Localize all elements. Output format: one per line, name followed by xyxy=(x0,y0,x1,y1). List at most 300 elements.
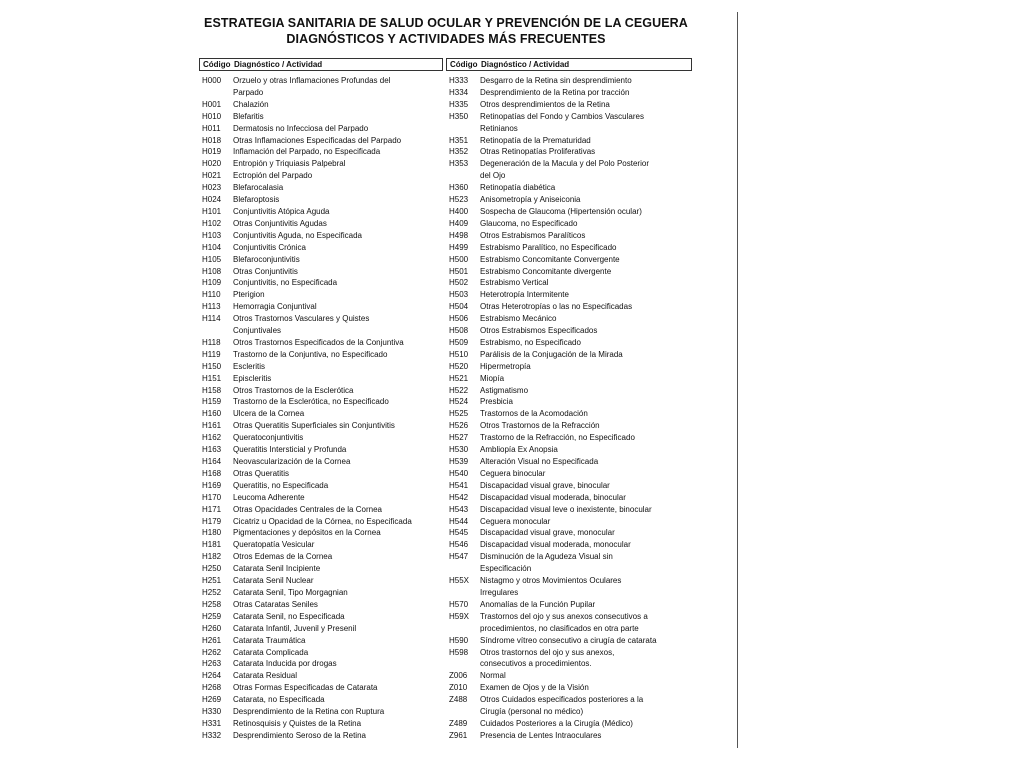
row-code: H251 xyxy=(202,576,222,586)
row-description: Blefaroptosis xyxy=(233,195,280,205)
row-code: H540 xyxy=(449,468,469,478)
row-description: Catarata Senil, no Especificada xyxy=(233,611,345,621)
table-row xyxy=(446,408,692,420)
table-row xyxy=(446,218,692,230)
row-code: H598 xyxy=(449,647,469,657)
row-description: Estrabismo Concomitante Convergente xyxy=(480,254,620,264)
row-description: Queratitis, no Especificada xyxy=(233,480,329,490)
row-code: H118 xyxy=(202,337,221,347)
row-code: H330 xyxy=(202,707,222,717)
row-code: H350 xyxy=(449,111,469,121)
table-row xyxy=(199,289,443,301)
table-row xyxy=(199,337,443,349)
row-code: H542 xyxy=(449,492,469,502)
row-description: Pigmentaciones y depósitos en la Cornea xyxy=(233,528,381,538)
table-row xyxy=(199,682,443,694)
row-description: Blefarocalasia xyxy=(233,183,284,193)
row-code: H520 xyxy=(449,361,469,371)
table-row xyxy=(446,266,692,278)
row-code: H409 xyxy=(449,218,469,228)
row-code: H162 xyxy=(202,433,222,443)
row-description: Inflamación del Parpado, no Especificada xyxy=(233,147,381,157)
row-code: H171 xyxy=(202,504,222,514)
row-description: Discapacidad visual moderada, binocular xyxy=(480,492,626,502)
table-row xyxy=(446,480,692,492)
row-code: H499 xyxy=(449,242,469,252)
table-row xyxy=(199,432,443,444)
table-row xyxy=(199,170,443,182)
row-code: H151 xyxy=(202,373,222,383)
row-code: H547 xyxy=(449,552,469,562)
table-row xyxy=(199,87,443,99)
table-row xyxy=(446,146,692,158)
row-description: Catarata Senil, Tipo Morgagnian xyxy=(233,587,348,597)
row-description: Otras Formas Especificadas de Catarata xyxy=(233,683,378,693)
row-code: H168 xyxy=(202,468,222,478)
right-column xyxy=(446,58,692,742)
row-description: Retinopatía diabética xyxy=(480,183,556,193)
row-description: Otras Conjuntivitis Agudas xyxy=(233,218,327,228)
row-code: H102 xyxy=(202,218,222,228)
row-code: H180 xyxy=(202,528,222,538)
row-description: Escleritis xyxy=(233,361,266,371)
table-row xyxy=(199,123,443,135)
table-row xyxy=(199,635,443,647)
row-description: Retinopatía de la Prematuridad xyxy=(480,135,591,145)
row-code: H113 xyxy=(202,302,221,312)
row-description: Síndrome vítreo consecutivo a cirugía de catarata xyxy=(480,635,657,645)
page-subtitle: DIAGNÓSTICOS Y ACTIVIDADES MÁS FRECUENTES xyxy=(286,32,606,46)
row-description: Estrabismo, no Especificado xyxy=(480,337,581,347)
table-row xyxy=(199,194,443,206)
row-description: Cicatriz u Opacidad de la Córnea, no Especificada xyxy=(233,516,412,526)
table-row xyxy=(446,647,692,659)
row-description: Heterotropía Intermitente xyxy=(480,290,569,300)
row-code: H258 xyxy=(202,599,222,609)
row-description: Otros Estrabismos Paralíticos xyxy=(480,230,586,240)
row-code: H019 xyxy=(202,147,222,157)
row-code: Z961 xyxy=(449,730,468,740)
row-code: H105 xyxy=(202,254,222,264)
row-description: Otros trastornos del ojo y sus anexos, xyxy=(480,647,615,657)
table-row xyxy=(446,551,692,563)
table-row xyxy=(199,504,443,516)
row-description: del Ojo xyxy=(480,171,506,181)
row-description: Ulcera de la Cornea xyxy=(233,409,305,419)
table-row xyxy=(199,480,443,492)
row-code: H108 xyxy=(202,266,222,276)
row-code xyxy=(446,623,480,635)
row-code: H000 xyxy=(202,76,222,85)
row-code: H546 xyxy=(449,540,469,550)
row-description: Miopía xyxy=(480,373,505,383)
table-header xyxy=(446,58,692,71)
row-description: Otras Retinopatías Proliferativas xyxy=(480,147,596,157)
table-row xyxy=(446,194,692,206)
table-row xyxy=(199,527,443,539)
row-description: Otros desprendimientos de la Retina xyxy=(480,99,610,109)
row-code: H352 xyxy=(449,147,469,157)
row-code: H506 xyxy=(449,314,469,324)
row-code: H523 xyxy=(449,195,469,205)
table-row xyxy=(199,563,443,575)
table-row xyxy=(199,444,443,456)
table-row xyxy=(446,396,692,408)
table-row xyxy=(446,385,692,397)
row-code: H182 xyxy=(202,552,222,562)
table-row xyxy=(199,373,443,385)
row-code: H539 xyxy=(449,457,469,466)
row-code: H331 xyxy=(202,718,222,728)
table-row xyxy=(446,432,692,444)
row-code: H525 xyxy=(449,409,469,419)
row-description: Neovascularización de la Cornea xyxy=(233,457,351,466)
row-code: H527 xyxy=(449,433,469,443)
table-row xyxy=(199,718,443,730)
row-code: H526 xyxy=(449,421,469,431)
row-description: Parpado xyxy=(233,87,264,97)
table-row xyxy=(199,408,443,420)
table-row xyxy=(446,301,692,313)
row-code: H260 xyxy=(202,623,222,633)
row-code: H160 xyxy=(202,409,222,419)
table-row xyxy=(446,99,692,111)
row-description: Estrabismo Concomitante divergente xyxy=(480,266,612,276)
table-row xyxy=(446,575,692,587)
page-title: ESTRATEGIA SANITARIA DE SALUD OCULAR Y PREVENCIÓN DE LA CEGUERA xyxy=(204,16,688,30)
table-row xyxy=(446,516,692,528)
row-description: consecutivos a procedimientos. xyxy=(480,659,592,669)
row-code xyxy=(446,563,480,575)
row-description: Discapacidad visual grave, monocular xyxy=(480,528,615,538)
row-description: Examen de Ojos y de la Visión xyxy=(480,683,589,693)
row-description: Desprendimiento Seroso de la Retina xyxy=(233,730,366,740)
row-code: H400 xyxy=(449,206,469,216)
row-description: Estrabismo Vertical xyxy=(480,278,549,288)
table-row xyxy=(199,539,443,551)
row-description: Blefaritis xyxy=(233,111,264,121)
table-row xyxy=(446,670,692,682)
row-code: H164 xyxy=(202,457,222,466)
row-code: H170 xyxy=(202,492,222,502)
table-row xyxy=(446,337,692,349)
table-row xyxy=(446,623,692,635)
row-code: H159 xyxy=(202,397,222,407)
row-code: H261 xyxy=(202,635,222,645)
row-description: Astigmatismo xyxy=(480,385,529,395)
row-code: H114 xyxy=(202,314,221,324)
row-description: Catarata Senil Incipiente xyxy=(233,564,321,574)
table-row xyxy=(446,635,692,647)
row-code: H010 xyxy=(202,111,222,121)
row-code: H541 xyxy=(449,480,469,490)
table-row xyxy=(199,492,443,504)
row-description: Desprendimiento de la Retina con Ruptura xyxy=(233,707,385,717)
row-code xyxy=(199,87,233,99)
row-description: Especificación xyxy=(480,564,532,574)
row-description: Ceguera binocular xyxy=(480,468,546,478)
row-description: Otros Trastornos de la Refracción xyxy=(480,421,600,431)
row-description: Catarata Residual xyxy=(233,671,298,681)
row-description: Conjuntivitis Atópica Aguda xyxy=(233,206,330,216)
row-description: Catarata Senil Nuclear xyxy=(233,576,314,586)
table-row xyxy=(199,420,443,432)
row-description: Otras Queratitis xyxy=(233,468,290,478)
row-code: H504 xyxy=(449,302,469,312)
table-row xyxy=(199,325,443,337)
row-description: Episcleritis xyxy=(233,373,272,383)
row-description: Presbicia xyxy=(480,397,513,407)
row-description: Cirugía (personal no médico) xyxy=(480,707,584,717)
row-code xyxy=(446,706,480,718)
row-code: H179 xyxy=(202,516,222,526)
row-description: Otros Trastornos Especificados de la Conjuntiva xyxy=(233,337,404,347)
row-description: Catarata Traumática xyxy=(233,635,306,645)
row-code: H262 xyxy=(202,647,222,657)
row-code: H545 xyxy=(449,528,469,538)
table-row xyxy=(199,75,443,87)
row-description: Degeneración de la Macula y del Polo Posterior xyxy=(480,159,649,169)
row-code: H110 xyxy=(202,290,221,300)
row-code: H158 xyxy=(202,385,222,395)
row-code: H169 xyxy=(202,480,222,490)
table-row xyxy=(199,647,443,659)
table-row xyxy=(446,599,692,611)
row-code: H353 xyxy=(449,159,469,169)
table-row xyxy=(446,718,692,730)
table-row xyxy=(199,599,443,611)
table-row xyxy=(199,277,443,289)
right-rows xyxy=(446,75,692,742)
row-description: Discapacidad visual grave, binocular xyxy=(480,480,610,490)
row-code: H522 xyxy=(449,385,469,395)
row-description: Desprendimiento de la Retina por tracción xyxy=(480,87,630,97)
row-description: Otros Trastornos Vasculares y Quistes xyxy=(233,314,370,324)
row-code: H021 xyxy=(202,171,222,181)
row-description: Discapacidad visual leve o inexistente, binocular xyxy=(480,504,652,514)
row-description: Entropión y Triquiasis Palpebral xyxy=(233,159,346,169)
row-description: Trastornos del ojo y sus anexos consecutivos a xyxy=(480,611,648,621)
row-code: H503 xyxy=(449,290,469,300)
row-description: Normal xyxy=(480,671,506,681)
table-row xyxy=(446,420,692,432)
row-code: H263 xyxy=(202,659,222,669)
row-description: Ambliopía Ex Anopsia xyxy=(480,445,558,455)
row-description: Orzuelo y otras Inflamaciones Profundas del xyxy=(233,76,391,85)
table-row xyxy=(199,587,443,599)
row-code: Z489 xyxy=(449,718,468,728)
table-row xyxy=(199,301,443,313)
table-row xyxy=(446,658,692,670)
row-description: Otros Edemas de la Cornea xyxy=(233,552,333,562)
table-row xyxy=(199,575,443,587)
table-row xyxy=(446,182,692,194)
table-row xyxy=(199,242,443,254)
row-code: H181 xyxy=(202,540,222,550)
header-code: Código xyxy=(203,60,231,69)
row-description: Sospecha de Glaucoma (Hipertensión ocular) xyxy=(480,206,642,216)
table-row xyxy=(199,623,443,635)
table-row xyxy=(199,313,443,325)
table-row xyxy=(199,385,443,397)
row-description: Glaucoma, no Especificado xyxy=(480,218,578,228)
row-code xyxy=(446,170,480,182)
row-code: Z010 xyxy=(449,683,468,693)
row-code: H333 xyxy=(449,76,469,85)
table-row xyxy=(199,396,443,408)
row-description: Dermatosis no Infecciosa del Parpado xyxy=(233,123,369,133)
row-description: Alteración Visual no Especificada xyxy=(480,457,599,466)
row-description: Cuidados Posteriores a la Cirugía (Médico) xyxy=(480,718,633,728)
row-code: H55X xyxy=(449,576,470,586)
row-description: Nistagmo y otros Movimientos Oculares xyxy=(480,576,622,586)
row-description: Estrabismo Paralítico, no Especificado xyxy=(480,242,617,252)
row-description: Queratopatía Vesicular xyxy=(233,540,315,550)
table-row xyxy=(199,206,443,218)
row-description: Desgarro de la Retina sin desprendimiento xyxy=(480,76,632,85)
table-row xyxy=(446,123,692,135)
row-description: Anisometropía y Aniseiconia xyxy=(480,195,581,205)
row-description: Otras Opacidades Centrales de la Cornea xyxy=(233,504,382,514)
table-row xyxy=(446,539,692,551)
table-header xyxy=(199,58,443,71)
row-description: procedimientos, no clasificados en otra parte xyxy=(480,623,639,633)
row-code: Z488 xyxy=(449,695,468,705)
row-description: Disminución de la Agudeza Visual sin xyxy=(480,552,613,562)
table-row xyxy=(199,611,443,623)
table-row xyxy=(446,682,692,694)
row-code: Z006 xyxy=(449,671,468,681)
row-description: Retinopatías del Fondo y Cambios Vasculares xyxy=(480,111,644,121)
table-row xyxy=(199,516,443,528)
table-row xyxy=(199,551,443,563)
row-description: Trastornos de la Acomodación xyxy=(480,409,588,419)
row-code: H500 xyxy=(449,254,469,264)
row-code xyxy=(446,587,480,599)
row-description: Discapacidad visual moderada, monocular xyxy=(480,540,631,550)
row-description: Otros Estrabismos Especificados xyxy=(480,326,598,336)
table-row xyxy=(199,694,443,706)
table-row xyxy=(446,527,692,539)
row-code: H104 xyxy=(202,242,222,252)
row-description: Catarata Complicada xyxy=(233,647,309,657)
row-description: Catarata Inducida por drogas xyxy=(233,659,337,669)
table-row xyxy=(446,111,692,123)
table-row xyxy=(199,230,443,242)
table-row xyxy=(199,670,443,682)
table-row xyxy=(446,373,692,385)
row-description: Catarata, no Especificada xyxy=(233,695,325,705)
row-description: Otras Queratitis Superficiales sin Conjuntivitis xyxy=(233,421,395,431)
row-code: H543 xyxy=(449,504,469,514)
table-row xyxy=(199,266,443,278)
row-description: Catarata Infantil, Juvenil y Presenil xyxy=(233,623,357,633)
row-code: H109 xyxy=(202,278,222,288)
row-description: Irregulares xyxy=(480,587,519,597)
row-description: Queratitis Intersticial y Profunda xyxy=(233,445,347,455)
row-code: H351 xyxy=(449,135,469,145)
row-description: Otras Heterotropías o las no Especificadas xyxy=(480,302,633,312)
row-code: H524 xyxy=(449,397,469,407)
table-row xyxy=(446,456,692,468)
row-code: H018 xyxy=(202,135,222,145)
table-row xyxy=(446,504,692,516)
row-code: H509 xyxy=(449,337,469,347)
table-row xyxy=(446,277,692,289)
row-code: H59X xyxy=(449,611,470,621)
table-row xyxy=(199,111,443,123)
row-code: H163 xyxy=(202,445,222,455)
row-code: H020 xyxy=(202,159,222,169)
row-description: Otras Inflamaciones Especificadas del Parpado xyxy=(233,135,402,145)
table-row xyxy=(446,730,692,742)
table-row xyxy=(446,706,692,718)
row-code xyxy=(446,123,480,135)
left-column xyxy=(199,58,443,742)
table-row xyxy=(199,158,443,170)
row-description: Conjuntivitis, no Especificada xyxy=(233,278,338,288)
row-code: H590 xyxy=(449,635,469,645)
row-description: Conjuntivitis Aguda, no Especificada xyxy=(233,230,362,240)
row-description: Blefaroconjuntivitis xyxy=(233,254,300,264)
row-description: Hemorragia Conjuntival xyxy=(233,302,317,312)
row-code: H011 xyxy=(202,123,221,133)
row-description: Queratoconjuntivitis xyxy=(233,433,304,443)
table-row xyxy=(199,182,443,194)
row-code: H335 xyxy=(449,99,469,109)
table-row xyxy=(446,313,692,325)
header-desc: Diagnóstico / Actividad xyxy=(481,60,570,69)
row-description: Conjuntivales xyxy=(233,326,282,336)
row-description: Leucoma Adherente xyxy=(233,492,305,502)
row-description: Otros Trastornos de la Esclerótica xyxy=(233,385,354,395)
table-row xyxy=(199,99,443,111)
table-row xyxy=(199,254,443,266)
row-code: H161 xyxy=(202,421,222,431)
row-code: H101 xyxy=(202,206,222,216)
table-row xyxy=(446,694,692,706)
row-code: H264 xyxy=(202,671,222,681)
row-description: Otras Cataratas Seniles xyxy=(233,599,318,609)
header-desc: Diagnóstico / Actividad xyxy=(234,60,323,69)
row-description: Otras Conjuntivitis xyxy=(233,266,298,276)
row-code: H001 xyxy=(202,99,222,109)
row-code xyxy=(446,658,480,670)
table-row xyxy=(446,349,692,361)
row-code: H570 xyxy=(449,599,469,609)
table-row xyxy=(446,468,692,480)
table-row xyxy=(199,468,443,480)
row-code: H544 xyxy=(449,516,469,526)
row-code: H103 xyxy=(202,230,222,240)
table-row xyxy=(446,158,692,170)
row-code: H269 xyxy=(202,695,222,705)
row-description: Ectropión del Parpado xyxy=(233,171,313,181)
row-description: Presencia de Lentes Intraoculares xyxy=(480,730,602,740)
page-divider xyxy=(737,12,738,748)
row-code: H360 xyxy=(449,183,469,193)
row-description: Trastorno de la Refracción, no Especificado xyxy=(480,433,635,443)
table-row xyxy=(446,325,692,337)
row-code: H498 xyxy=(449,230,469,240)
row-code: H250 xyxy=(202,564,222,574)
table-row xyxy=(199,456,443,468)
row-description: Estrabismo Mecánico xyxy=(480,314,557,324)
table-row xyxy=(199,706,443,718)
table-row xyxy=(446,254,692,266)
row-code: H332 xyxy=(202,730,222,740)
table-row xyxy=(446,170,692,182)
